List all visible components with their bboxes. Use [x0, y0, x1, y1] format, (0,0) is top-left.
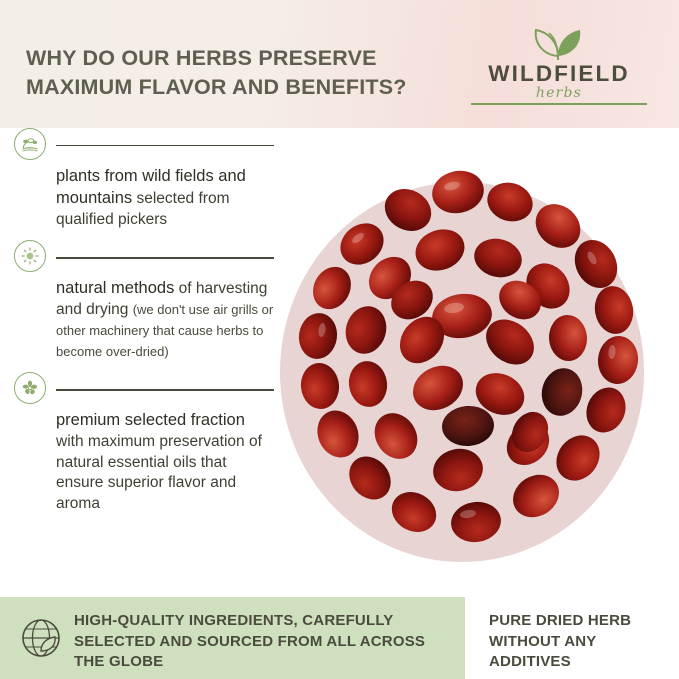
flower-icon: [14, 372, 46, 404]
feature-lead: natural methods: [56, 279, 175, 298]
field-sprouts-icon: [14, 128, 46, 160]
feature-list: [0, 128, 290, 525]
header-banner: [0, 0, 679, 128]
banner-pure-dried: [462, 597, 679, 679]
dried-rosehip-berries-pile: [262, 140, 666, 580]
brand-subtitle: herbs: [535, 84, 583, 101]
banner-left-text: HIGH-QUALITY INGREDIENTS, CAREFULLY SELECTED AND SOURCED FROM ALL ACROSS THE GLOBE: [74, 612, 426, 671]
brand-logo: [461, 16, 657, 105]
product-photo: [262, 140, 666, 580]
banner-right-text: PURE DRIED HERB WITHOUT ANY ADDITIVES: [489, 612, 632, 671]
globe-leaf-icon: [18, 615, 64, 661]
feature-rest: selected from qualified pickers: [56, 189, 230, 228]
feature-divider: [56, 389, 274, 390]
feature-item-natural-drying: [0, 240, 290, 362]
feature-rest: with maximum preservation of natural essential oils that ensure superior flavor and aroma: [56, 433, 262, 513]
feature-lead: plants from wild fields and mountains: [56, 167, 246, 207]
feature-divider: [56, 257, 274, 258]
feature-divider: [56, 145, 274, 146]
brand-divider: [471, 103, 647, 105]
feature-note: (we don't use air grills or other machinery that cause herbs to become over-dried): [56, 302, 274, 359]
feature-rest: of harvesting and drying: [56, 280, 268, 319]
two-leaves-icon: [522, 16, 596, 60]
feature-item-wild-fields: [0, 128, 290, 230]
banner-high-quality: [0, 597, 462, 679]
page-title: WHY DO OUR HERBS PRESERVE MAXIMUM FLAVOR AND BENEFITS?: [26, 46, 407, 100]
feature-item-premium-fraction: [0, 372, 290, 514]
feature-lead: premium selected fraction: [56, 411, 245, 430]
brand-name: WILDFIELD: [488, 61, 630, 86]
